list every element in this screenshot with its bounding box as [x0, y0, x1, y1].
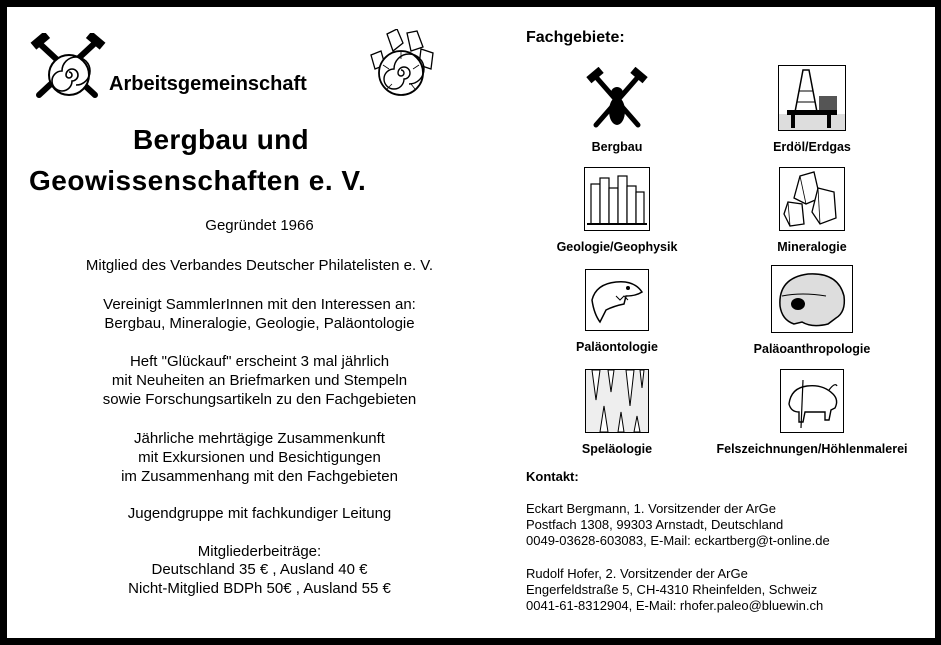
- member-text: Mitglied des Verbandes Deutscher Philatelisten e. V.: [85, 257, 434, 274]
- field-palaeoanthropologie: [737, 265, 887, 356]
- field-label: Erdöl/Erdgas: [773, 140, 851, 154]
- founded-text: Gegründet 1966: [205, 217, 314, 234]
- contact-1-line-3: 0049-03628-603083, E-Mail: eckartberg@t-online.de: [526, 533, 830, 548]
- flyer-sheet: [7, 7, 935, 638]
- meet-line-1: Jährliche mehrtägige Zusammenkunft: [134, 430, 385, 447]
- field-felszeichnungen: [697, 369, 927, 456]
- unites-line-1: Vereinigt SammlerInnen mit den Interessen an:: [103, 296, 416, 313]
- contact-1-line-2: Postfach 1308, 99303 Arnstadt, Deutschland: [526, 517, 784, 532]
- title-line-1: Bergbau und: [133, 124, 309, 155]
- heft-line-3: sowie Forschungsartikeln zu den Fachgebieten: [102, 391, 417, 408]
- field-mineralogie: [742, 167, 882, 254]
- left-column: [7, 7, 512, 638]
- hammer-pick-icon: [584, 67, 650, 131]
- field-label: Felszeichnungen/Höhlenmalerei: [716, 442, 908, 456]
- fees-line-2: Nicht-Mitglied BDPh 50€ , Ausland 55 €: [128, 580, 391, 597]
- heft-line-2: mit Neuheiten an Briefmarken und Stempeln: [111, 372, 408, 389]
- field-spelaeologie: [552, 369, 682, 456]
- bison-icon: [780, 369, 844, 433]
- arbeitsgemeinschaft-label: Arbeitsgemeinschaft: [109, 73, 307, 95]
- ammonite-hammer-logo-icon: [29, 33, 107, 103]
- crystal-icon: [779, 167, 845, 231]
- fees-title: Mitgliederbeiträge:: [197, 543, 322, 560]
- meet-line-2: mit Exkursionen und Besichtigungen: [138, 449, 381, 466]
- field-erdoel: [742, 65, 882, 154]
- field-label: Mineralogie: [777, 240, 847, 254]
- field-bergbau: [552, 67, 682, 154]
- meet-line-3: im Zusammenhang mit den Fachgebieten: [121, 468, 398, 485]
- skull-icon: [771, 265, 853, 333]
- unites-line-2: Bergbau, Mineralogie, Geologie, Paläontologie: [104, 315, 415, 332]
- field-geologie: [542, 167, 692, 254]
- contact-1-line-1: Eckart Bergmann, 1. Vorsitzender der ArGe: [526, 501, 777, 516]
- ammonite-crystal-logo-icon: [367, 29, 437, 101]
- field-label: Paläontologie: [576, 340, 658, 354]
- youth-text: Jugendgruppe mit fachkundiger Leitung: [127, 505, 392, 522]
- contact-2-line-3: 0041-61-8312904, E-Mail: rhofer.paleo@bluewin.ch: [526, 598, 824, 613]
- field-label: Speläologie: [581, 442, 653, 456]
- field-label: Bergbau: [591, 140, 643, 154]
- oil-rig-icon: [778, 65, 846, 131]
- field-label: Geologie/Geophysik: [556, 240, 678, 254]
- rock-columns-icon: [584, 167, 650, 231]
- kontakt-title: Kontakt:: [526, 469, 579, 484]
- contact-2-line-1: Rudolf Hofer, 2. Vorsitzender der ArGe: [526, 566, 748, 581]
- field-palaeontologie: [552, 269, 682, 354]
- right-column: [512, 7, 935, 638]
- title-line-2: Geowissenschaften e. V.: [29, 165, 367, 196]
- contact-2-line-2: Engerfeldstraße 5, CH-4310 Rheinfelden, Schweiz: [526, 582, 818, 597]
- fachgebiete-title: Fachgebiete:: [526, 29, 625, 46]
- field-label: Paläoanthropologie: [753, 342, 871, 356]
- cave-icon: [585, 369, 649, 433]
- heft-line-1: Heft "Glückauf" erscheint 3 mal jährlich: [129, 353, 390, 370]
- fees-line-1: Deutschland 35 € , Ausland 40 €: [151, 561, 368, 578]
- dinosaur-icon: [585, 269, 649, 331]
